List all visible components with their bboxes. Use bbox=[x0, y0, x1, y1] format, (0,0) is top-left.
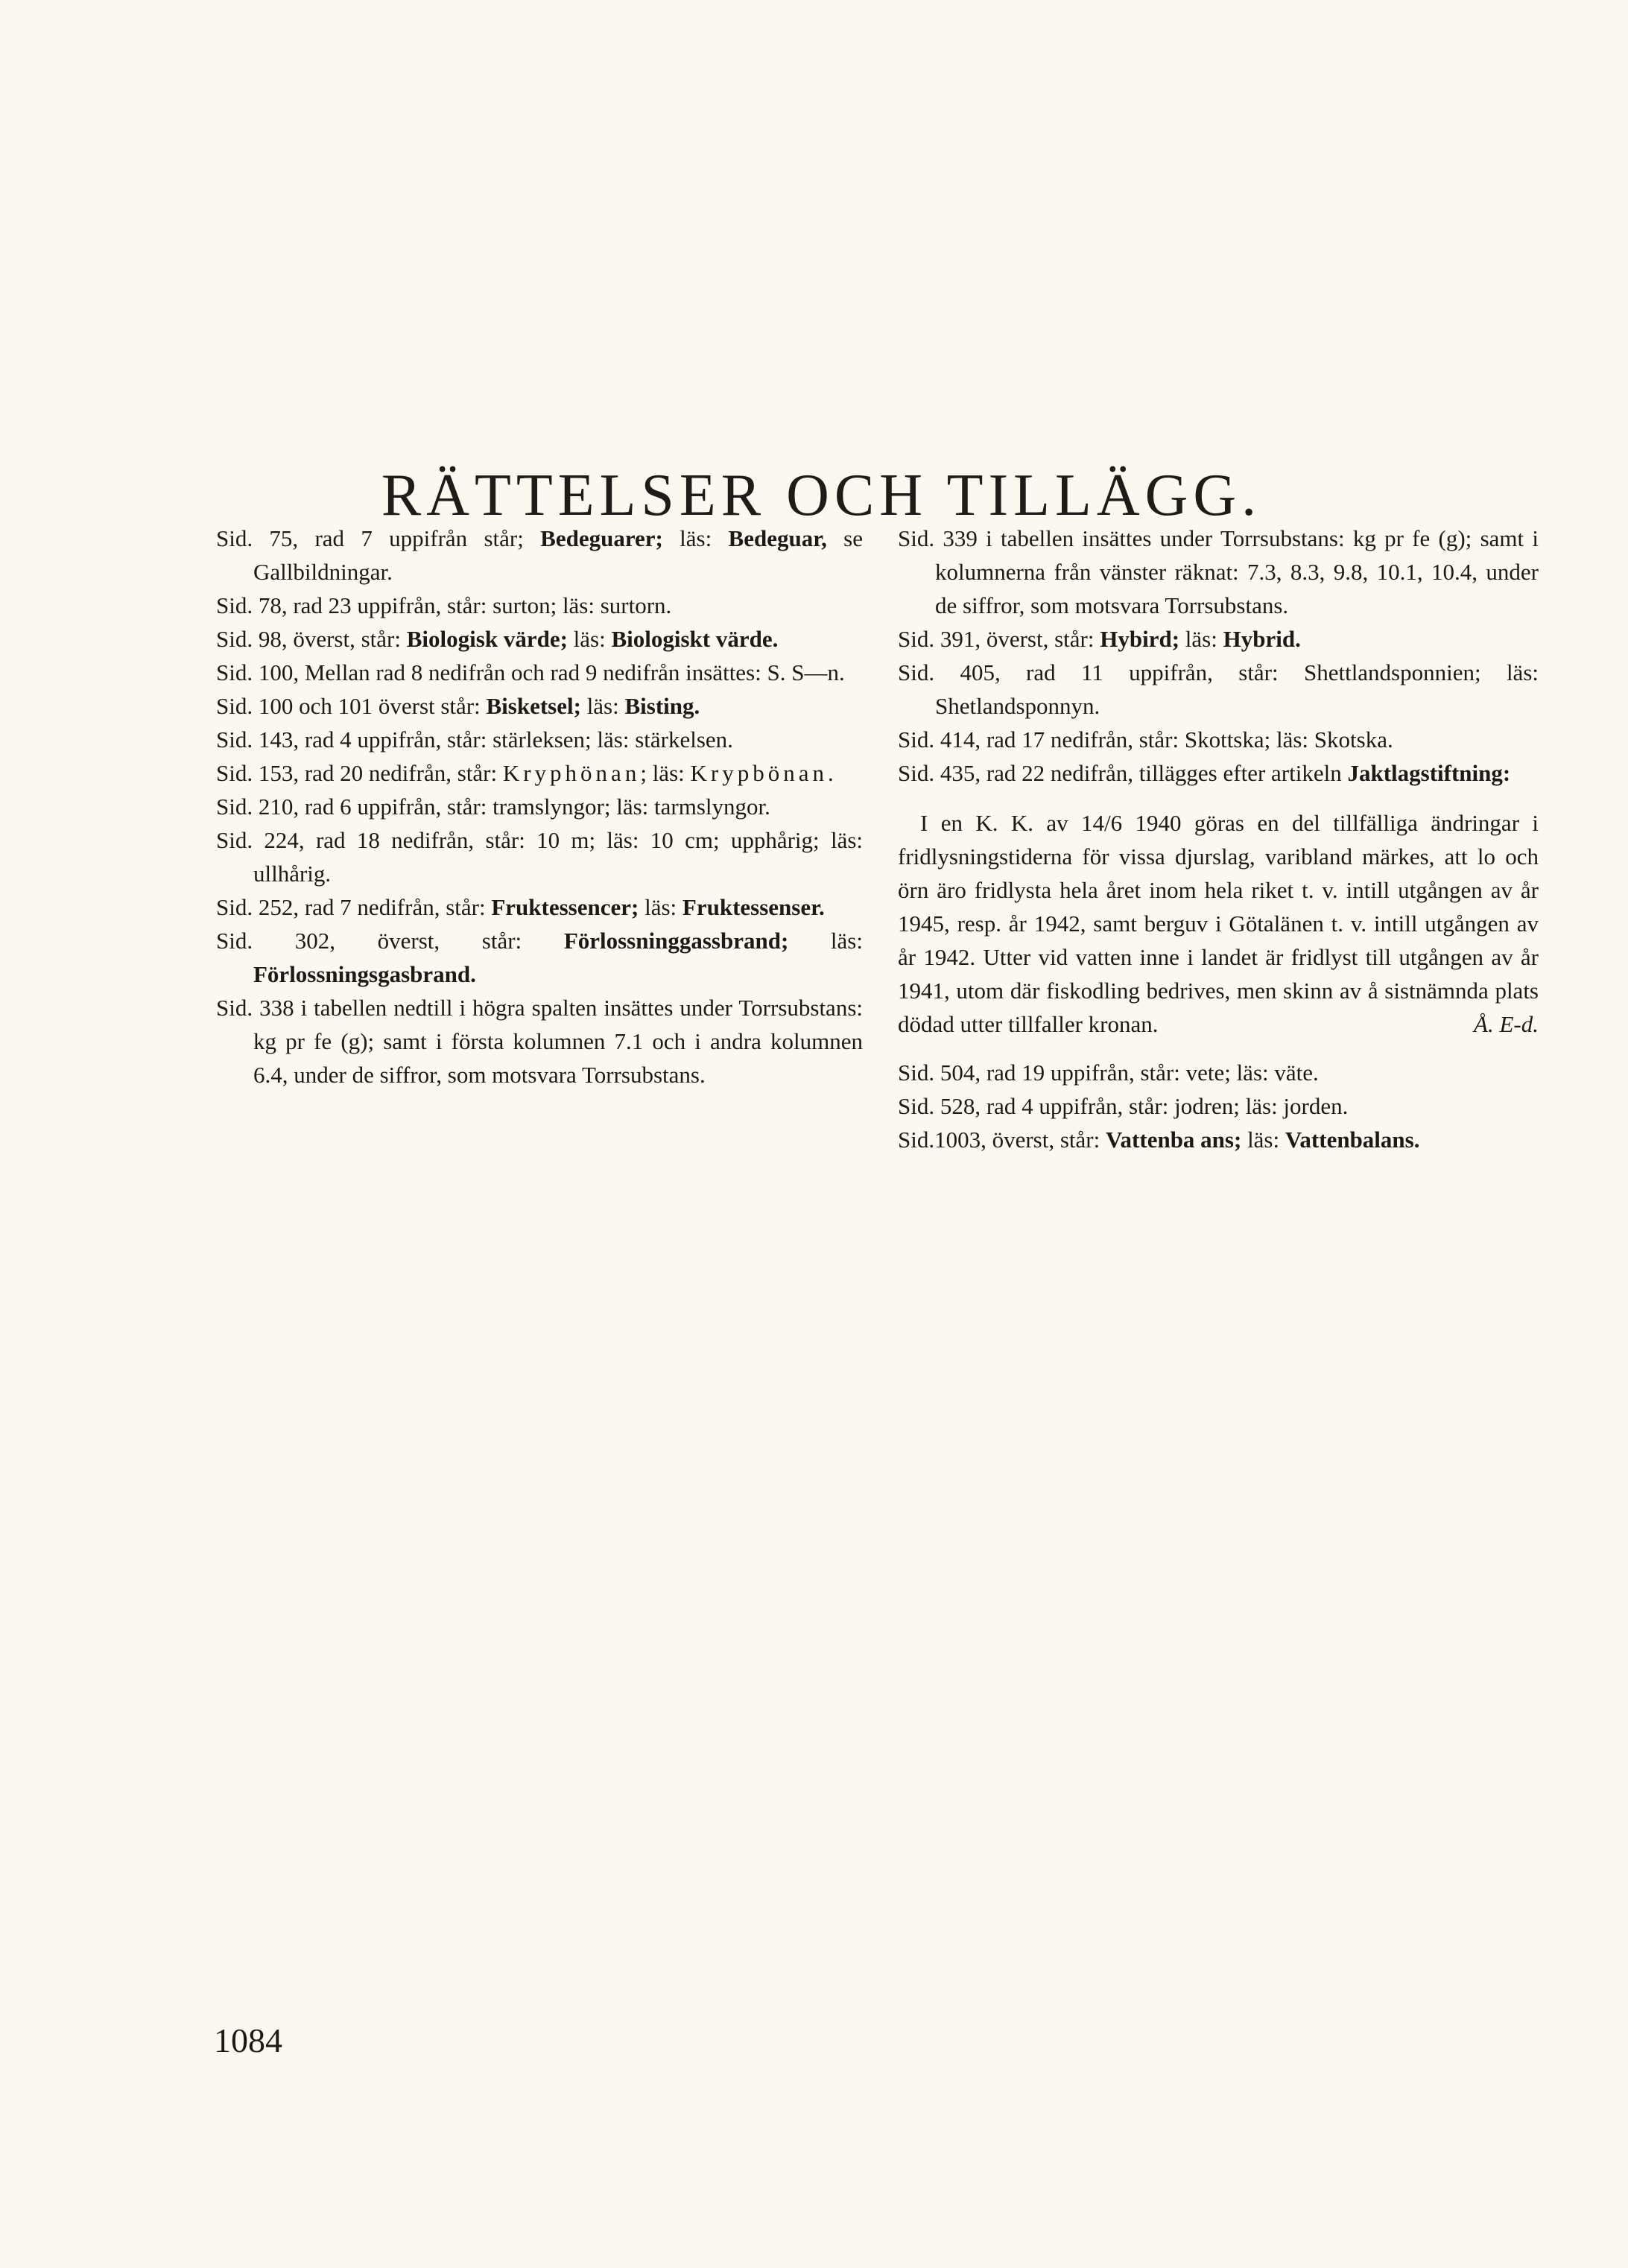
correct-term: Biologiskt värde. bbox=[611, 626, 779, 652]
entry-text: läs: bbox=[1241, 1127, 1285, 1153]
entry-text: Sid. 339 i tabellen insättes under Torrsubstans: kg pr fe (g); samt i kolumnerna från vänster räknat: 7.3, 8.3, 9.8, 10.1, 10.4, under de siffror, som motsvara Torrsubstans. bbox=[898, 525, 1539, 618]
left-column bbox=[216, 522, 863, 1092]
entry-text: läs: bbox=[567, 626, 612, 652]
correction-entry bbox=[216, 890, 863, 924]
entry-text: Sid. 100 och 101 överst står: bbox=[216, 693, 487, 719]
wrong-term: Bedeguarer; bbox=[540, 525, 663, 551]
entry-text: Sid. 78, rad 23 uppifrån, står: surton; läs: surtorn. bbox=[216, 592, 672, 618]
wrong-term: Bisketsel; bbox=[486, 693, 581, 719]
correction-entry bbox=[898, 622, 1539, 656]
article-heading: Jaktlagstiftning: bbox=[1347, 760, 1511, 786]
wrong-term: Förlossninggassbrand; bbox=[563, 928, 789, 954]
correction-entry bbox=[898, 1056, 1539, 1089]
page-title: RÄTTELSER OCH TILLÄGG. bbox=[381, 462, 1262, 528]
correction-entry bbox=[216, 756, 863, 790]
correction-entry bbox=[216, 924, 863, 991]
entry-text: Sid. 153, rad 20 nedifrån, står: bbox=[216, 760, 503, 786]
entry-text: ; läs: bbox=[640, 760, 691, 786]
wrong-term: Biologisk värde; bbox=[406, 626, 568, 652]
correction-entry bbox=[898, 1089, 1539, 1123]
correction-entry bbox=[898, 723, 1539, 756]
correct-term: Bisting. bbox=[624, 693, 700, 719]
correction-entry bbox=[216, 589, 863, 622]
correction-entry bbox=[898, 656, 1539, 723]
entry-text: Sid. 391, överst, står: bbox=[898, 626, 1100, 652]
wrong-term: Hybird; bbox=[1100, 626, 1180, 652]
correction-entry bbox=[216, 622, 863, 656]
correction-entry bbox=[216, 823, 863, 890]
entry-text: läs: bbox=[788, 928, 863, 954]
correction-entry bbox=[898, 522, 1539, 622]
entry-text: Sid. 75, rad 7 uppifrån står; bbox=[216, 525, 541, 551]
entry-text: Sid. 143, rad 4 uppifrån, står: stärleksen; läs: stärkelsen. bbox=[216, 726, 733, 753]
entry-text: Sid. 100, Mellan rad 8 nedifrån och rad 9 nedifrån insättes: S. S—n. bbox=[216, 659, 845, 685]
entry-text: Sid. 414, rad 17 nedifrån, står: Skottska; läs: Skotska. bbox=[898, 726, 1393, 753]
correct-term: Förlossningsgasbrand. bbox=[253, 961, 476, 987]
author-signature: Å. E-d. bbox=[1474, 1011, 1539, 1037]
correct-term: Vattenbalans. bbox=[1285, 1127, 1420, 1153]
page-number: 1084 bbox=[214, 2021, 282, 2059]
entry-text: Sid. 224, rad 18 nedifrån, står: 10 m; läs: 10 cm; upphårig; läs: ullhårig. bbox=[216, 827, 863, 887]
correction-entry bbox=[898, 1123, 1539, 1156]
entry-text: Sid. 252, rad 7 nedifrån, står: bbox=[216, 894, 492, 920]
right-column bbox=[898, 522, 1539, 1156]
entry-text: Sid. 338 i tabellen nedtill i högra spalten insättes under Torrsubstans: kg pr fe (g); samt i första kolumnen 7.1 och i andra kolumnen 6.4, under de siffror, som motsvara Torrsubstans. bbox=[216, 995, 863, 1088]
entry-text: . bbox=[827, 760, 834, 786]
correct-term: Hybrid. bbox=[1223, 626, 1301, 652]
addendum-note bbox=[898, 806, 1539, 1041]
correction-entry bbox=[898, 756, 1539, 790]
entry-text: Sid.1003, överst, står: bbox=[898, 1127, 1106, 1153]
correction-entry bbox=[216, 689, 863, 723]
entry-text: Sid. 98, överst, står: bbox=[216, 626, 407, 652]
entry-text: se Gallbildningar. bbox=[253, 525, 863, 585]
correction-entry bbox=[216, 522, 863, 589]
entry-text: läs: bbox=[580, 693, 625, 719]
correct-term: Bedeguar, bbox=[728, 525, 827, 551]
entry-text: läs: bbox=[1179, 626, 1223, 652]
entry-text: Sid. 435, rad 22 nedifrån, tillägges efter artikeln bbox=[898, 760, 1348, 786]
wrong-term: Fruktessencer; bbox=[491, 894, 639, 920]
entry-text: Sid. 210, rad 6 uppifrån, står: tramslyngor; läs: tarmslyngor. bbox=[216, 794, 770, 820]
entry-text: läs: bbox=[639, 894, 682, 920]
entry-text: Sid. 302, överst, står: bbox=[216, 928, 564, 954]
entry-text: läs: bbox=[662, 525, 729, 551]
entry-text: Sid. 528, rad 4 uppifrån, står: jodren; läs: jorden. bbox=[898, 1093, 1349, 1119]
correct-term: Krypbönan bbox=[690, 760, 828, 786]
correction-entry bbox=[216, 723, 863, 756]
wrong-term: Vattenba ans; bbox=[1106, 1127, 1242, 1153]
note-text: I en K. K. av 14/6 1940 göras en del tillfälliga ändringar i fridlysningstiderna för vissa djurslag, varibland märkes, att lo och örn äro fridlysta hela året inom hela riket t. v. intill utgången av år 1945, resp. år 1942, samt berguv i Götalänen t. v. intill utgången av år 1942. Utter vid vatten inne i landet är fridlyst till utgången av år 1941, utom där fiskodling bedrives, men skinn av å sistnämnda plats dödad utter tillfaller kronan. bbox=[898, 810, 1539, 1037]
entry-text: Sid. 504, rad 19 uppifrån, står: vete; läs: väte. bbox=[898, 1059, 1319, 1086]
correction-entry bbox=[216, 656, 863, 689]
correction-entry bbox=[216, 790, 863, 823]
correct-term: Fruktessenser. bbox=[682, 894, 825, 920]
entry-text: Sid. 405, rad 11 uppifrån, står: Shettlandsponnien; läs: Shetlandsponnyn. bbox=[898, 659, 1539, 719]
wrong-term: Kryphönan bbox=[502, 760, 641, 786]
correction-entry bbox=[216, 991, 863, 1092]
